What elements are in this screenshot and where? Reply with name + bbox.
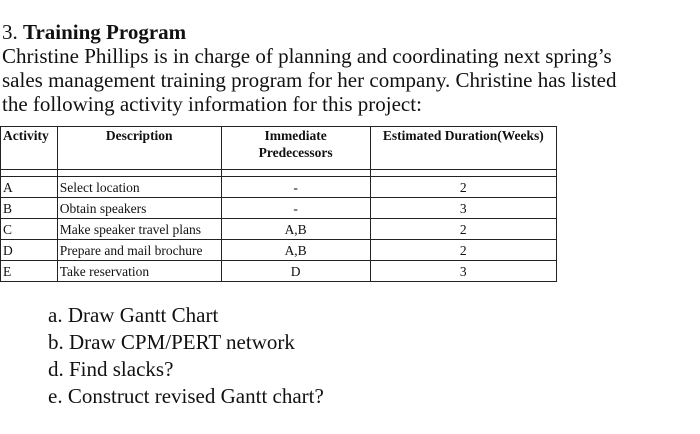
cell-activity: B xyxy=(1,198,58,219)
cell-duration: 2 xyxy=(370,177,556,198)
intro-line: sales management training program for her company. Christine has listed xyxy=(2,68,617,92)
header-activity: Activity xyxy=(1,127,58,170)
cell-predecessors: A,B xyxy=(221,240,370,261)
cell-duration: 2 xyxy=(370,219,556,240)
table-row xyxy=(1,261,557,282)
cell-predecessors: A,B xyxy=(221,219,370,240)
question-item: a. Draw Gantt Chart xyxy=(48,303,219,327)
table-spacer-row xyxy=(1,170,557,177)
table-row xyxy=(1,219,557,240)
table-header-row xyxy=(1,127,557,170)
cell-duration: 3 xyxy=(370,198,556,219)
question-list xyxy=(48,302,324,410)
cell-duration: 2 xyxy=(370,240,556,261)
cell-activity: E xyxy=(1,261,58,282)
problem-number: 3. xyxy=(2,20,18,44)
cell-activity: D xyxy=(1,240,58,261)
table-row xyxy=(1,198,557,219)
cell-description: Prepare and mail brochure xyxy=(57,240,221,261)
intro-line: the following activity information for this project: xyxy=(2,92,422,116)
question-item: e. Construct revised Gantt chart? xyxy=(48,384,324,408)
header-predecessors-line2: Predecessors xyxy=(258,145,333,160)
cell-description: Obtain speakers xyxy=(57,198,221,219)
cell-activity: C xyxy=(1,219,58,240)
problem-intro xyxy=(2,44,700,116)
header-duration: Estimated Duration(Weeks) xyxy=(370,127,556,170)
cell-duration: 3 xyxy=(370,261,556,282)
cell-predecessors: D xyxy=(221,261,370,282)
table-row xyxy=(1,240,557,261)
cell-description: Take reservation xyxy=(57,261,221,282)
intro-line: Christine Phillips is in charge of planning and coordinating next spring’s xyxy=(2,44,612,68)
header-predecessors xyxy=(221,127,370,170)
problem-heading xyxy=(2,19,186,45)
cell-predecessors: - xyxy=(221,198,370,219)
header-description: Description xyxy=(57,127,221,170)
cell-predecessors: - xyxy=(221,177,370,198)
cell-description: Make speaker travel plans xyxy=(57,219,221,240)
problem-title: Training Program xyxy=(23,20,187,44)
question-item: d. Find slacks? xyxy=(48,357,174,381)
cell-description: Select location xyxy=(57,177,221,198)
question-item: b. Draw CPM/PERT network xyxy=(48,330,295,354)
cell-activity: A xyxy=(1,177,58,198)
activity-table xyxy=(0,126,557,282)
header-predecessors-line1: Immediate xyxy=(264,128,327,143)
table-row xyxy=(1,177,557,198)
